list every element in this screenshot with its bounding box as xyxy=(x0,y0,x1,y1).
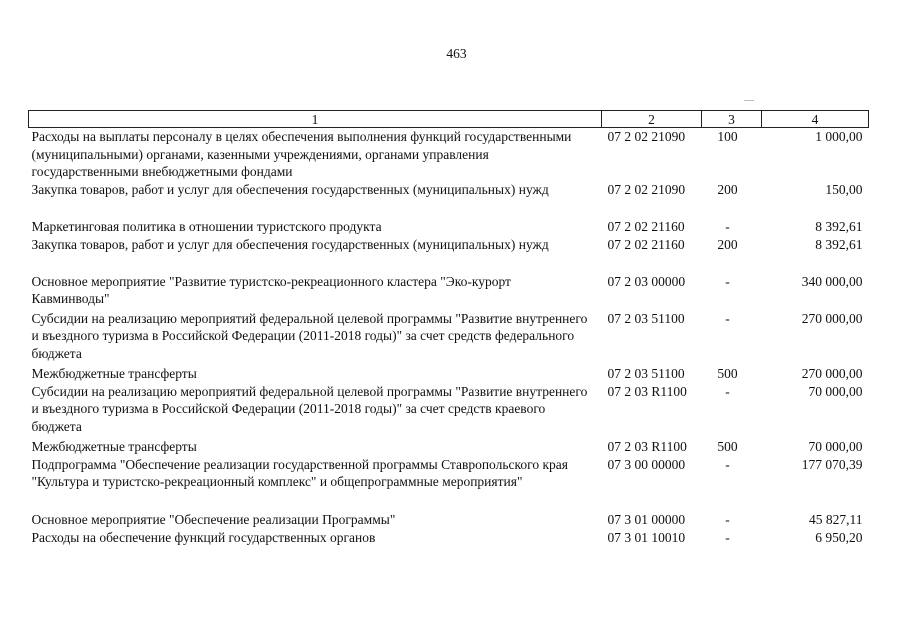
row-kind: - xyxy=(725,218,730,234)
table-row xyxy=(29,273,869,310)
row-amount: 1 000,00 xyxy=(815,129,863,144)
row-name: Расходы на обеспечение функций государственных органов xyxy=(31,529,376,545)
row-name: Межбюджетные трансферты xyxy=(31,365,197,381)
row-code: 07 2 02 21090 xyxy=(607,181,686,197)
table-body xyxy=(29,128,869,547)
table-row xyxy=(29,438,869,456)
row-kind: - xyxy=(725,529,730,545)
table-row xyxy=(29,365,869,383)
row-name: Субсидии на реализацию мероприятий федеральной целевой программы "Развитие внутреннего и въездного туризма в Российской Федерации (2011-2018 годы)" за счет средств краевого бюджета xyxy=(31,383,588,434)
row-amount: 70 000,00 xyxy=(808,438,863,454)
row-kind: 200 xyxy=(717,181,738,197)
row-kind: - xyxy=(725,273,730,289)
row-kind: 500 xyxy=(717,438,738,454)
header-row xyxy=(29,111,869,128)
row-code: 07 3 01 10010 xyxy=(607,529,686,545)
row-kind: 200 xyxy=(717,236,738,252)
row-code: 07 2 03 51100 xyxy=(607,310,685,326)
table-header xyxy=(29,111,869,128)
row-name: Закупка товаров, работ и услуг для обеспечения государственных (муниципальных) нужд xyxy=(31,181,549,197)
table-row xyxy=(29,181,869,218)
row-code: 07 3 01 00000 xyxy=(607,511,686,527)
row-amount: 6 950,20 xyxy=(815,529,863,545)
row-code: 07 2 03 R1100 xyxy=(607,383,687,399)
row-name: Субсидии на реализацию мероприятий федеральной целевой программы "Развитие внутреннего и въездного туризма в Российской Федерации (2011-2018 годы)" за счет средств федерального бюджета xyxy=(31,310,588,361)
row-amount: 340 000,00 xyxy=(801,273,863,289)
table-row xyxy=(29,529,869,547)
row-amount: 8 392,61 xyxy=(815,236,863,252)
row-code: 07 2 02 21160 xyxy=(607,236,685,252)
row-amount: 177 070,39 xyxy=(801,456,863,472)
table-row xyxy=(29,218,869,236)
row-name: Маркетинговая политика в отношении туристского продукта xyxy=(31,218,382,234)
row-kind: - xyxy=(725,456,730,472)
row-name: Основное мероприятие "Обеспечение реализации Программы" xyxy=(31,511,396,527)
table-row xyxy=(29,128,869,181)
header-col-1: 1 xyxy=(29,111,602,128)
row-kind: - xyxy=(725,383,730,399)
row-amount: 150,00 xyxy=(825,181,863,197)
row-amount: 70 000,00 xyxy=(808,383,863,399)
page-number: 463 xyxy=(446,46,467,61)
header-col-2: 2 xyxy=(602,111,702,128)
row-amount: 45 827,11 xyxy=(809,511,863,527)
row-kind: - xyxy=(725,310,730,326)
row-amount: 8 392,61 xyxy=(815,218,863,234)
row-kind: - xyxy=(725,511,730,527)
row-name: Подпрограмма "Обеспечение реализации государственной программы Ставропольского края "Культура и туристско-рекреационный комплекс" и общепрограммные мероприятия" xyxy=(31,456,568,489)
row-kind: 500 xyxy=(717,365,738,381)
row-amount: 270 000,00 xyxy=(801,365,863,381)
table-row xyxy=(29,236,869,273)
row-name: Межбюджетные трансферты xyxy=(31,438,197,454)
budget-table xyxy=(28,110,869,547)
table-row xyxy=(29,511,869,529)
table-row xyxy=(29,383,869,438)
row-amount: 270 000,00 xyxy=(801,310,863,326)
row-kind: 100 xyxy=(717,129,738,144)
header-col-4: 4 xyxy=(762,111,869,128)
table-row xyxy=(29,456,869,511)
row-name: Основное мероприятие "Развитие туристско-рекреационного кластера "Эко-курорт Кавминводы" xyxy=(31,273,511,306)
scan-artifact-line xyxy=(744,100,754,101)
row-code: 07 3 00 00000 xyxy=(607,456,686,472)
row-name: Расходы на выплаты персоналу в целях обеспечения выполнения функций государственными (муниципальными) органами, казенными учреждениями, органами управления государственными внебюджетными фондами xyxy=(31,129,572,179)
row-code: 07 2 03 00000 xyxy=(607,273,686,289)
row-code: 07 2 02 21160 xyxy=(607,218,685,234)
table-row xyxy=(29,310,869,365)
header-col-3: 3 xyxy=(702,111,762,128)
row-name: Закупка товаров, работ и услуг для обеспечения государственных (муниципальных) нужд xyxy=(31,236,549,252)
row-code: 07 2 03 R1100 xyxy=(607,438,687,454)
row-code: 07 2 02 21090 xyxy=(607,129,686,144)
row-code: 07 2 03 51100 xyxy=(607,365,685,381)
